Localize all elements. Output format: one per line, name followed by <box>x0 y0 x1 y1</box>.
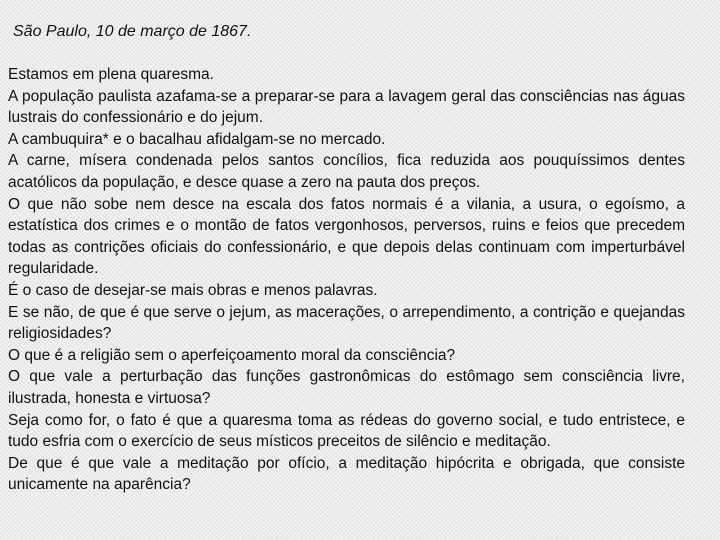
paragraph: E se não, de que é que serve o jejum, as macerações, o arrependimento, a contrição e quejandas religiosidades? <box>8 303 685 343</box>
paragraph: A cambuquira* e o bacalhau afidalgam-se no mercado. <box>8 130 386 148</box>
paragraph: A população paulista azafama-se a preparar-se para a lavagem geral das consciências nas águas lustrais do confessionário e do jejum. <box>8 87 685 127</box>
paragraph: É o caso de desejar-se mais obras e menos palavras. <box>8 281 378 299</box>
paragraph: Estamos em plena quaresma. <box>8 66 214 83</box>
paragraph: A carne, mísera condenada pelos santos concílios, fica reduzida aos pouquíssimos dentes acatólicos da população, e desce quase a zero na pauta dos preços. <box>8 152 685 191</box>
paragraph: O que vale a perturbação das funções gastronômicas do estômago sem consciência livre, ilustrada, honesta e virtuosa? <box>8 368 685 407</box>
paragraph: O que é a religião sem o aperfeiçoamento moral da consciência? <box>8 346 456 364</box>
document-header: São Paulo, 10 de março de 1867. <box>13 23 252 40</box>
paragraph: De que é que vale a meditação por ofício, a meditação hipócrita e obrigada, que consiste unicamente na aparência? <box>8 454 685 494</box>
paragraph: Seja como for, o fato é que a quaresma toma as rédeas do governo social, e tudo entristece, e tudo esfria com o exercício de seus místicos preceitos de silêncio e meditação. <box>8 411 685 451</box>
paragraph: O que não sobe nem desce na escala dos fatos normais é a vilania, a usura, o egoísmo, a estatística dos crimes e o montão de fatos vergonhosos, perversos, ruins e feios que precedem todas as contrições oficiais do confessionário, e que depois delas continuam com imperturbável regularidade. <box>8 195 685 278</box>
document-body <box>8 64 685 496</box>
